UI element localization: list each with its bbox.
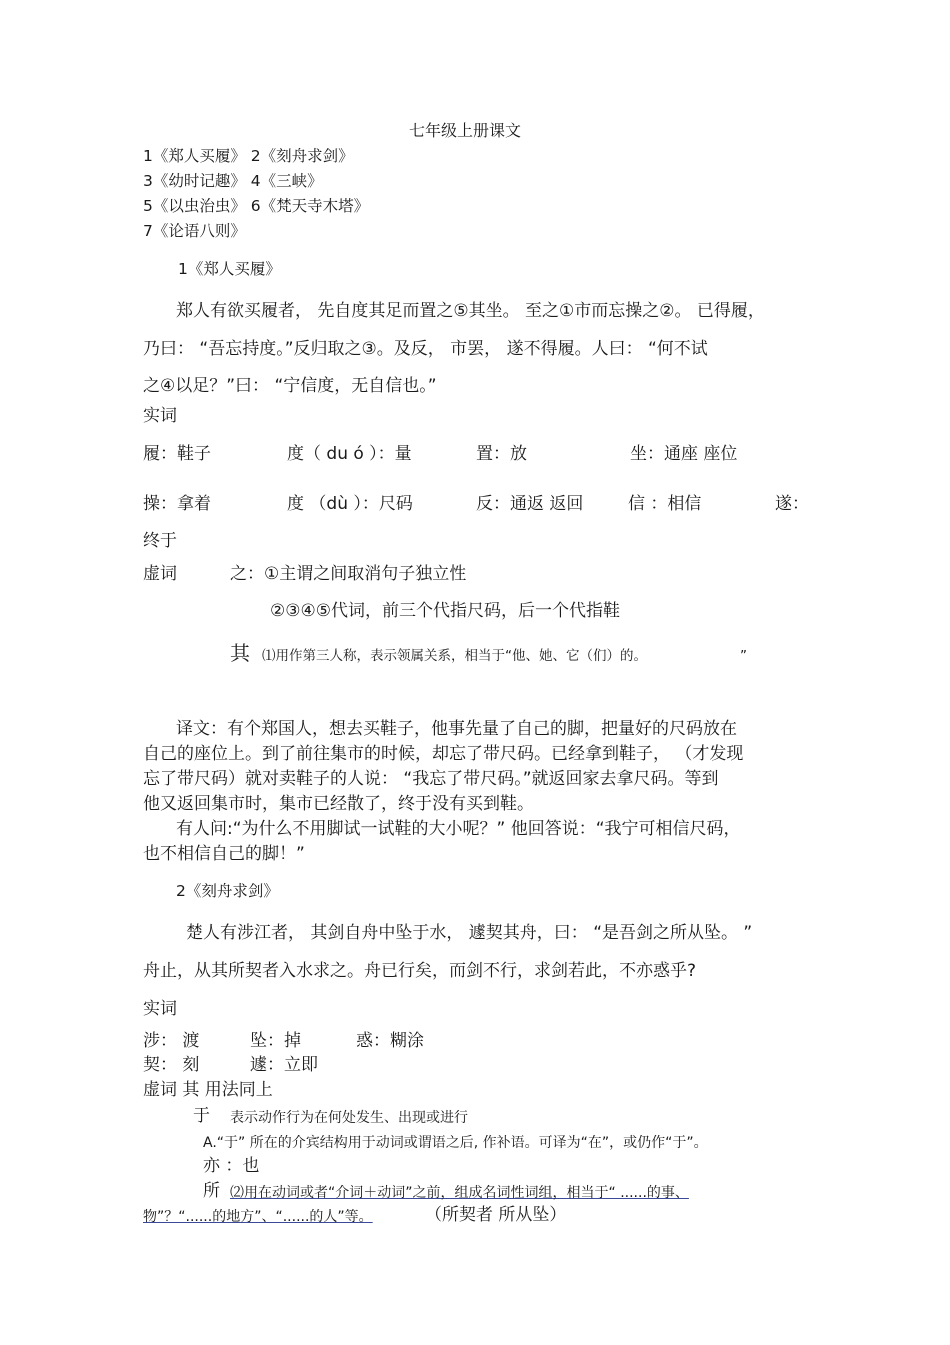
lesson1-shici-fan: 反：通返 返回 [476, 494, 584, 514]
lesson2-text-line-2: 舟止，从其所契者入水求之。舟已行矣，而剑不行，求剑若此，不亦惑乎? [143, 961, 697, 981]
lesson2-yu-a: A.“于” 所在的介宾结构用于动词或谓语之后, 作补语。可译为“在”，或仍作“于”。 [203, 1135, 708, 1151]
lesson1-translation-line-6: 也不相信自己的脚！” [143, 844, 305, 864]
lesson2-shici-qi: 契： 刻 [143, 1055, 200, 1075]
lesson1-translation-line-2: 自己的座位上。到了前往集市的时候，却忘了带尺码。已经拿到鞋子， （才发现 [143, 744, 744, 764]
lesson1-shici-zhi: 置：放 [476, 444, 527, 464]
lesson1-shici-zuo: 坐：通座 座位 [630, 444, 738, 464]
lesson2-yu-text: 表示动作行为在何处发生、出现或进行 [230, 1110, 468, 1126]
lesson1-translation-line-5: 有人问:“为什么不用脚试一试鞋的大小呢？” 他回答说：“我宁可相信尺码， [176, 819, 741, 839]
lesson2-shici-label: 实词 [143, 999, 177, 1019]
lesson2-heading: 2《刻舟求剑》 [176, 882, 279, 900]
lesson1-translation-line-3: 忘了带尺码）就对卖鞋子的人说： “我忘了带尺码。”就返回家去拿尺码。等到 [143, 769, 719, 789]
lesson2-text-line-1: 楚人有涉江者， 其剑自舟中坠于水， 遽契其舟，曰： “是吾剑之所从坠。 ” [186, 923, 753, 943]
lesson2-shici-ju: 遽：立即 [250, 1055, 318, 1075]
toc-line-2: 3《幼时记趣》 4《三峡》 [143, 172, 323, 190]
lesson1-qi-text: ⑴用作第三人称，表示领属关系，相当于“他、她、它（们）的。 [262, 648, 647, 664]
lesson1-xuci-label: 虚词 [143, 564, 177, 584]
lesson2-suo-example: （所契者 所从坠） [425, 1205, 567, 1225]
lesson1-text-line-1: 郑人有欲买履者， 先自度其足而置之⑤其坐。 至之①市而忘操之②。 已得履， [176, 301, 765, 321]
lesson1-shici-lu: 履：鞋子 [143, 444, 211, 464]
lesson1-shici-xin: 信 ：相信 [628, 494, 702, 514]
toc-line-1: 1《郑人买履》 2《刻舟求剑》 [143, 147, 354, 165]
lesson1-xuci-zhi-1: 之：①主谓之间取消句子独立性 [230, 564, 467, 584]
lesson1-translation-line-1: 译文：有个郑国人，想去买鞋子，他事先量了自己的脚，把量好的尺码放在 [176, 719, 737, 739]
lesson1-shici-label: 实词 [143, 406, 177, 426]
lesson2-shici-she: 涉： 渡 [143, 1031, 200, 1051]
lesson1-shici-du2: 度 （dù ）：尺码 [287, 494, 413, 514]
lesson1-text-line-3: 之④以足？”曰： “宁信度，无自信也。” [143, 376, 437, 396]
lesson1-qi-char: 其 [230, 641, 250, 665]
lesson2-yu-char: 于 [193, 1106, 210, 1126]
page-title: 七年级上册课文 [409, 121, 522, 140]
lesson1-shici-du1: 度（ du ó ）：量 [287, 444, 412, 464]
lesson1-text-line-2: 乃曰： “吾忘持度。”反归取之③。及反， 市罢， 遂不得履。人曰： “何不试 [143, 339, 708, 359]
lesson2-yi-line: 亦 ：也 [203, 1156, 260, 1176]
lesson1-shici-sui-meaning: 终于 [143, 531, 177, 551]
lesson1-heading: 1《郑人买履》 [178, 260, 281, 278]
lesson2-suo-text: ⑵用在动词或者“介词＋动词”之前，组成名词性词组，相当于“ ......的事、 [230, 1185, 689, 1201]
lesson1-shici-cao: 操：拿着 [143, 494, 211, 514]
lesson2-xuci-line: 虚词 其 用法同上 [143, 1080, 273, 1100]
lesson2-shici-zhui: 坠：掉 [250, 1031, 301, 1051]
lesson1-xuci-zhi-2: ②③④⑤代词，前三个代指尺码，后一个代指鞋 [270, 601, 620, 621]
lesson1-shici-sui: 遂： [775, 494, 809, 514]
lesson2-suo-text-2: 物”？“......的地方”、“......的人”等。 [143, 1209, 373, 1225]
lesson2-suo-char: 所 [203, 1181, 220, 1201]
lesson1-translation-line-4: 他又返回集市时，集市已经散了，终于没有买到鞋。 [143, 794, 534, 814]
lesson1-qi-quote: ” [740, 648, 747, 664]
lesson2-shici-huo: 惑：糊涂 [356, 1031, 424, 1051]
toc-line-4: 7《论语八则》 [143, 222, 246, 240]
toc-line-3: 5《以虫治虫》 6《梵天寺木塔》 [143, 197, 370, 215]
